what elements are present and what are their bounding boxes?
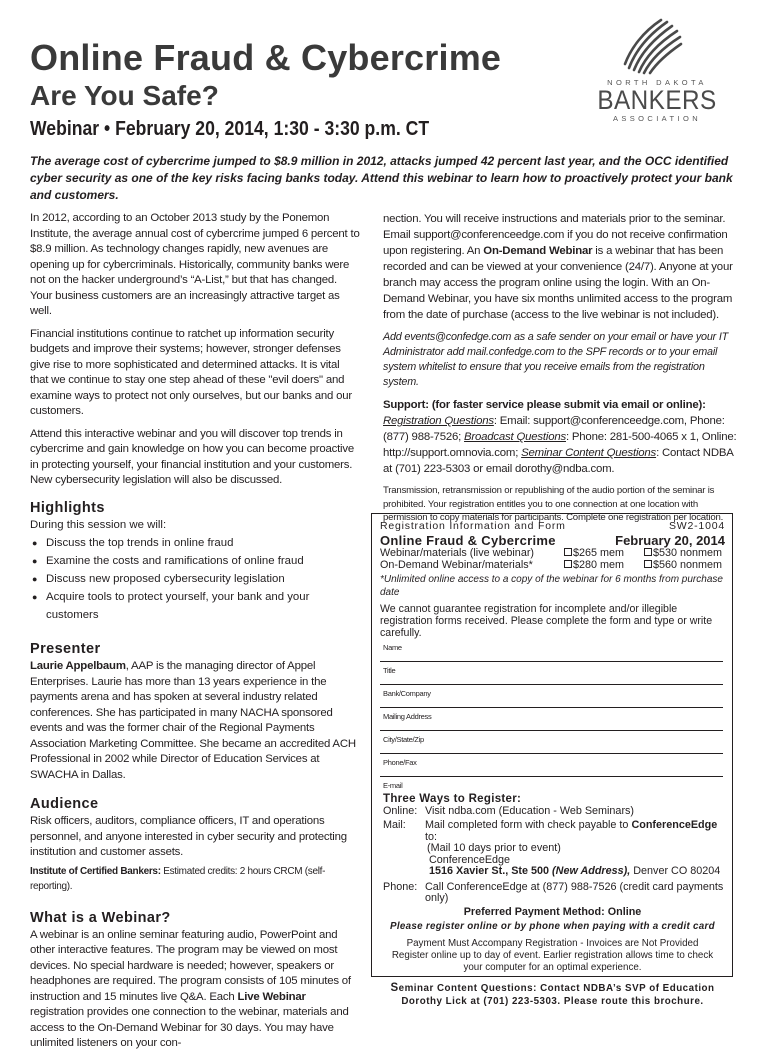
live-webinar-term: Live Webinar [237,990,306,1003]
price-member: $280 mem [573,559,625,571]
field-label: Mailing Address [383,712,432,721]
webinar-text: A webinar is an online seminar featuring audio, PowerPoint and other interactive features. The program may be viewed on most devices. No special hardware is needed; however, speakers or headphones are required. The program consists of 105 minutes of instruction and 15 minutes live Q&A. Each [30,928,351,1003]
form-code: SW2-1004 [668,520,725,532]
register-online-row [380,806,725,818]
audience-text: Risk officers, auditors, compliance officers, IT and operations personnel, and anyone interested in cyber security and protecting institution and customer assets. [30,815,347,858]
presenter-bio-text: , AAP is the managing director of Appel Enterprises. Laurie has more than 13 years experience in the payments arena and has spoken at several industry related conferences. She has participated in many NACHA sponsored events and was the former chair of the Regional Payments Association Marketing Committee. She became an accredited ACH Professional in 2002 while Director of Education Services at SWACHA in Dallas. [30,660,356,781]
mail-street: 1516 Xavier St., Ste 500 [429,865,553,877]
body-text: nection. You will receive instructions and materials prior to the seminar. Email support@conferenceedge.com if you do not receive confirmation upon registering. An [383,213,728,257]
list-item: ● Acquire tools to protect yourself, your bank and your customers [30,588,360,624]
price-nonmember: $530 nonmem [653,547,723,559]
name-field[interactable] [380,639,723,662]
body-paragraph [383,211,738,323]
mail-recipient: ConferenceEdge [429,853,511,866]
field-label: E-mail [383,781,403,790]
field-label: Bank/Company [383,689,431,698]
safe-sender-note: Add events@confedge.com as a safe sender on your email or have your IT Administrator add mail.confedge.com to the SPF records or to your email system whitelist to ensure that you receive emails from the registration system. [383,331,729,388]
register-mail-row [380,820,725,878]
broadcast-questions-label: Broadcast Questions [464,431,566,443]
guarantee-note: We cannot guarantee registration for incomplete and/or illegible registration forms received. Please complete the form and type or write carefully. [380,603,713,639]
webinar-explanation [30,928,360,1052]
credits-text: Estimated credits: 2 hours CRCM (self-reporting). [30,865,326,892]
price-option[interactable] [564,559,644,571]
list-item: ● Discuss new proposed cybersecurity legislation [30,570,360,588]
form-title-row [380,532,725,548]
registration-form [371,513,733,1007]
highlights-intro: During this session we will: [30,518,167,531]
checkbox-icon[interactable] [644,548,652,556]
form-header-label: Registration Information and Form [380,520,566,532]
city-state-zip-field[interactable] [380,731,723,754]
checkbox-icon[interactable] [564,560,572,568]
logo-bottom-text: ASSOCIATION [612,114,702,123]
presenter-name: Laurie Appelbaum [30,660,126,672]
payee-name: ConferenceEdge [631,819,718,831]
credits-label: Institute of Certified Bankers: [30,865,161,877]
webinar-heading: What is a Webinar? [30,909,171,926]
webinar-date: February 20, 2014, 1:30 - 3:30 p.m. CT [115,118,430,140]
payment-note: Payment Must Accompany Registration - Invoices are Not Provided [406,938,699,949]
price-option[interactable] [564,547,644,559]
ways-to-register-heading: Three Ways to Register: [383,793,522,805]
new-address-note: (New Address), [552,865,631,877]
list-item: ● Examine the costs and ramifications of online fraud [30,552,360,570]
credits-note [30,864,360,895]
preferred-payment: Preferred Payment Method: Online [463,905,642,918]
support-text: : Email: support@conferenceedge.com, Phone: (877) 988-7526; [383,415,725,443]
support-text: : Phone: 281-500-4065 x 1, Online: http://support.omnovia.com; [383,431,737,459]
bank-company-field[interactable] [380,685,723,708]
phone-fax-field[interactable] [380,754,723,777]
presenter-heading: Presenter [30,641,101,657]
intro-paragraph: The average cost of cybercrime jumped to $8.9 million in 2012, attacks jumped 42 percent last year, and the OCC identified cyber security as one of the key risks facing banks today. Attend this webinar to learn how to proactively protect your bank and customers. [30,154,733,202]
form-title: Online Fraud & Cybercrime [380,532,556,548]
list-item: ● Discuss the top trends in online fraud [30,534,360,552]
checkbox-icon[interactable] [644,560,652,568]
field-label: Phone/Fax [383,758,417,767]
way-text [425,820,725,878]
content-questions-label: Seminar Content Questions [521,447,657,459]
unlimited-access-note: *Unlimited online access to a copy of the webinar for 6 months from purchase date [380,574,723,598]
page-title: Online Fraud & Cybercrime [30,37,502,78]
webinar-text: registration provides one connection to the webinar, materials and access to the On-Demand Webinar for 30 days. You may have unlimited listeners on your con- [30,1006,349,1049]
field-label: Name [383,643,402,652]
price-option[interactable] [644,559,722,571]
highlights-heading: Highlights [30,499,105,516]
support-heading: Support: (for faster service please submit via email or online): [383,399,706,411]
support-contacts [383,413,738,477]
highlights-list [30,534,360,624]
logo-top-text: NORTH DAKOTA [607,78,707,87]
body-text: is a webinar that has been recorded and can be viewed at your convenience (24/7). Anyone at your branch may access the program online using the login. With an On-Demand Webinar, you have six months unlimited access to the program from the date of purchase (access to the live webinar is not included). [383,245,733,321]
email-field[interactable] [380,777,723,791]
ndba-logo [580,16,730,126]
body-paragraph: In 2012, according to an October 2013 study by the Ponemon Institute, the average annual cost of cybercrime jumped 6 percent to $8.9 million. As technology changes rapidly, new avenues are opening up for cybercriminals. Historically, community banks were not on the hacker underground’s “A-List,” but that has changed. Your business customers are an increasingly attractive target as well. [30,212,360,317]
mail-deadline: (Mail 10 days prior to event) [427,842,561,854]
way-label: Mail: [383,819,406,831]
field-label: City/State/Zip [383,735,424,744]
field-label: Title [383,666,396,675]
webinar-label: Webinar [30,118,100,140]
presenter-bio [30,659,360,783]
drop-cap: S [390,982,399,994]
on-demand-term: On-Demand Webinar [483,245,593,257]
bullet-separator: • [104,118,111,140]
price-row-ondemand [380,559,725,571]
body-paragraph: Attend this interactive webinar and you will discover top trends in cybercrime and gain knowledge on how you can become proactive in protecting yourself, your financial institution and your customers. New cybersecurity legislation will also be discussed. [30,427,355,486]
register-online-note: Register online up to day of event. Earlier registration allows time to check your computer for an optimal experience. [391,950,714,973]
mail-city: Denver CO 80204 [630,865,721,877]
mailing-address-field[interactable] [380,708,723,731]
register-phone-row [380,882,725,905]
mail-text: to: [425,830,438,843]
credit-card-note: Please register online or by phone when paying with a credit card [390,921,715,932]
price-label: Webinar/materials (live webinar) [380,547,535,559]
way-text: Call ConferenceEdge at (877) 988-7526 (credit card payments only) [425,880,724,904]
support-text: : Contact NDBA at (701) 223-5303 or email dorothy@ndba.com. [383,447,734,475]
webinar-date-line [30,119,429,139]
left-column [30,211,360,1059]
registration-questions-label: Registration Questions [383,415,494,427]
right-column [383,211,738,532]
contact-text: Dorothy Lick at (701) 223-5303. Please route this brochure. [401,995,704,1007]
contact-text: eminar Content Questions: Contact NDBA’s SVP of Education [398,983,715,994]
way-label: Phone: [383,880,418,893]
body-paragraph: Financial institutions continue to ratchet up information security budgets and improve their systems; however, stronger defenses give rise to more sophisticated and determined attacks. It is vital that we continue to stay one step ahead of these "evil doers" and examine ways to protect not only ourselves, but our banks and our customers. [30,327,352,417]
form-header [380,520,725,533]
price-row-live [380,547,725,559]
way-label: Online: [383,804,418,817]
page-subtitle: Are You Safe? [30,80,219,111]
content-contact-note [380,982,725,1008]
stylized-feather-stripes-icon [617,16,685,76]
form-date: February 20, 2014 [615,532,725,548]
price-option[interactable] [644,547,722,559]
transmission-notice: Transmission, retransmission or republishing of the audio portion of the seminar is prohibited. Your registration entitles you to one connection at one location with permission to copy materials for participants. Complete one registration per location. [383,485,724,523]
mail-text: Mail completed form with check payable to [425,819,632,831]
audience-heading: Audience [30,796,99,812]
title-field[interactable] [380,662,723,685]
price-nonmember: $560 nonmem [653,559,723,571]
price-label: On-Demand Webinar/materials* [380,559,533,571]
logo-main-text: BANKERS [597,85,717,115]
way-text: Visit ndba.com (Education - Web Seminars) [425,804,635,817]
checkbox-icon[interactable] [564,548,572,556]
price-member: $265 mem [573,547,625,559]
